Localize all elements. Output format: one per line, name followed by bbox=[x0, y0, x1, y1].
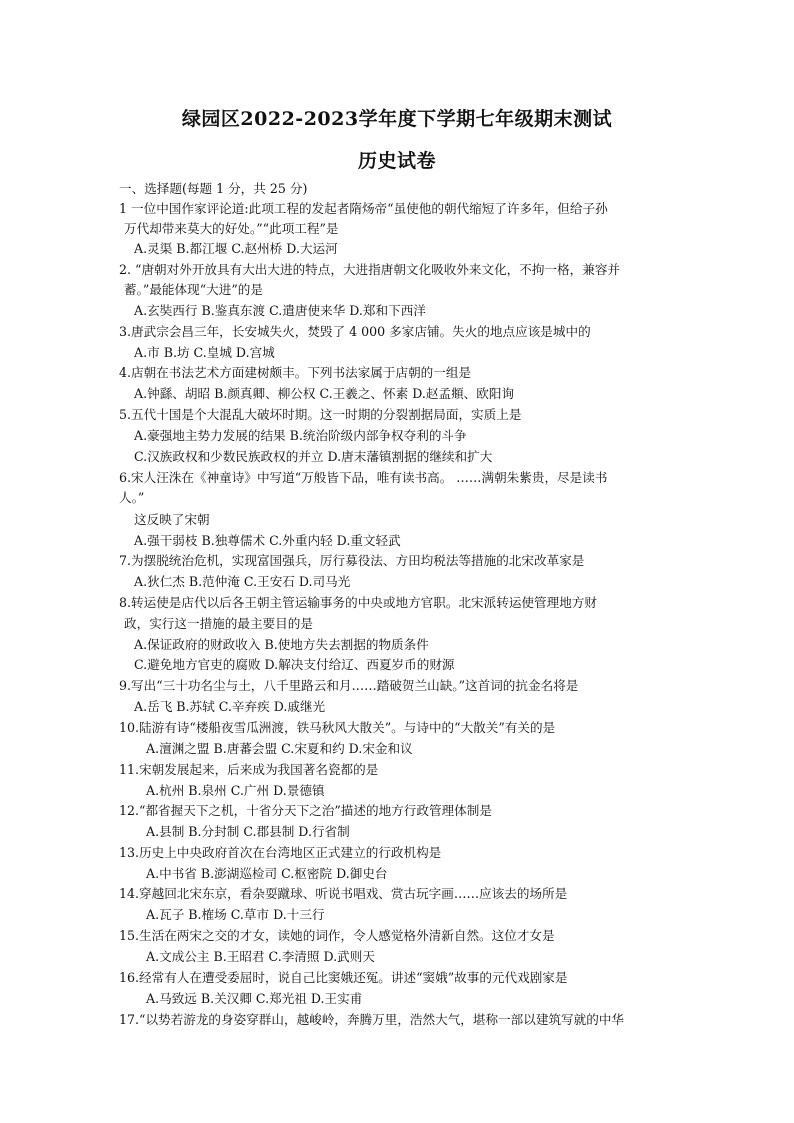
question-8-line-2: 政，实行这一措施的最主要目的是 bbox=[124, 616, 313, 631]
question-11-options: A.杭州 B.泉州 C.广州 D.景德镇 bbox=[146, 783, 325, 798]
question-6-line-3: 这反映了宋朝 bbox=[134, 512, 210, 527]
question-2-line-2: 蓄。”最能体现“大进”的是 bbox=[124, 282, 263, 297]
question-7-line-1: 7.为摆脱统治危机，实现富国强兵，厉行募役法、方田均税法等措施的北宋改革家是 bbox=[119, 553, 585, 568]
question-8-line-1: 8.转运使是店代以后各王朝主管运输事务的中央或地方官职。北宋派转运使管理地方财 bbox=[119, 595, 597, 610]
question-9-options: A.岳飞 B.苏轼 C.辛弃疾 D.戚继光 bbox=[134, 699, 326, 714]
question-6-options: A.强干弱枝 B.独尊儒术 C.外重内轻 D.重文轻武 bbox=[134, 533, 401, 548]
question-1-line-2: 万代却带来莫大的好处。”“此项工程”是 bbox=[124, 221, 339, 236]
question-3-line-1: 3.唐武宗会昌三年，长安城失火，焚毁了 4 000 多家店铺。失火的地点应该是城中的 bbox=[119, 324, 591, 339]
question-8-options-1: A.保证政府的财政收入 B.使地方失去割据的物质条件 bbox=[134, 637, 429, 652]
question-5-options-2: C.汉族政权和少数民族政权的并立 D.唐末藩镇割据的继续和扩大 bbox=[134, 449, 493, 464]
question-13-line-1: 13.历史上中央政府首次在台湾地区正式建立的行政机构是 bbox=[119, 845, 442, 860]
question-2-options: A.玄奘西行 B.鉴真东渡 C.遣唐使来华 D.郑和下西洋 bbox=[134, 303, 426, 318]
question-14-line-1: 14.穿越回北宋东京，看杂耍蹴球、听说书唱戏、赏古玩字画……应该去的场所是 bbox=[119, 886, 568, 901]
question-9-line-1: 9.写出“三十功名尘与土，八千里路云和月……踏破贺兰山缺。”这首词的抗金名将是 bbox=[119, 678, 579, 693]
question-13-options: A.中书省 B.澎湖巡检司 C.枢密院 D.御史台 bbox=[146, 866, 388, 881]
question-11-line-1: 11.宋朝发展起来，后来成为我国著名瓷都的是 bbox=[119, 762, 379, 777]
question-12-options: A.县制 B.分封制 C.郡县制 D.行省制 bbox=[146, 824, 350, 839]
question-16-line-1: 16.经常有人在遭受委屈时，说自己比窦娥还冤。讲述“窦娥”故事的元代戏剧家是 bbox=[119, 970, 568, 985]
question-10-line-1: 10.陆游有诗“楼船夜雪瓜洲渡，铁马秋风大散关”。与诗中的“大散关”有关的是 bbox=[119, 720, 556, 735]
question-17-line-1: 17.“以势若游龙的身姿穿群山，越峻岭，奔腾万里，浩然大气，堪称一部以建筑写就的中华 bbox=[119, 1012, 625, 1027]
question-6-line-1: 6.宋人汪洙在《神童诗》中写道“万般皆下品，唯有读书高。 ……满朝朱紫贵，尽是读书 bbox=[119, 470, 608, 485]
question-1-options: A.灵渠 B.都江堰 C.赵州桥 D.大运河 bbox=[134, 241, 338, 256]
question-4-options: A.钟繇、胡昭 B.颜真卿、柳公权 C.王羲之、怀素 D.赵孟頫、欧阳询 bbox=[134, 386, 515, 401]
question-6-line-2: 人。” bbox=[119, 490, 145, 505]
question-7-options: A.狄仁杰 B.范仲淹 C.王安石 D.司马光 bbox=[134, 574, 351, 589]
question-15-line-1: 15.生活在两宋之交的才女，读她的词作，令人感觉格外清新自然。这位才女是 bbox=[119, 928, 555, 943]
section-heading: 一、选择题(每题 1 分，共 25 分) bbox=[119, 181, 308, 196]
exam-subtitle: 历史试卷 bbox=[357, 150, 436, 172]
question-10-options: A.澶渊之盟 B.唐蕃会盟 C.宋夏和约 D.宋金和议 bbox=[146, 741, 413, 756]
question-15-options: A.文成公主 B.王昭君 C.李清照 D.武则天 bbox=[146, 949, 375, 964]
question-14-options: A.瓦子 B.榷场 C.草市 D.十三行 bbox=[146, 907, 325, 922]
question-5-line-1: 5.五代十国是个大混乱大破坏时期。这一时期的分裂割据局面，实质上是 bbox=[119, 407, 522, 422]
exam-title: 绿园区2022-2023学年度下学期七年级期末测试 bbox=[181, 108, 613, 130]
question-3-options: A.市 B.坊 C.皇城 D.宫城 bbox=[134, 345, 275, 360]
question-5-options-1: A.豪强地主势力发展的结果 B.统治阶级内部争权夺利的斗争 bbox=[134, 428, 467, 443]
question-8-options-2: C.避免地方官吏的腐败 D.解决支付给辽、西夏岁币的财源 bbox=[134, 657, 455, 672]
question-12-line-1: 12.“都省握天下之机，十省分天下之治”描述的地方行政管理体制是 bbox=[119, 803, 492, 818]
question-2-line-1: 2. “唐朝对外开放具有大出大进的特点，大进指唐朝文化吸收外来文化，不拘一格，兼容并 bbox=[119, 262, 621, 277]
question-1-line-1: 1 一位中国作家评论道:此项工程的发起者隋炀帝“虽使他的朝代缩短了许多年，但给子孙 bbox=[119, 201, 608, 216]
question-4-line-1: 4.店朝在书法艺术方面建树颇丰。下列书法家属于店朝的一组是 bbox=[119, 365, 472, 380]
question-16-options: A.马致远 B.关汉卿 C.郑光祖 D.王实甫 bbox=[146, 991, 363, 1006]
